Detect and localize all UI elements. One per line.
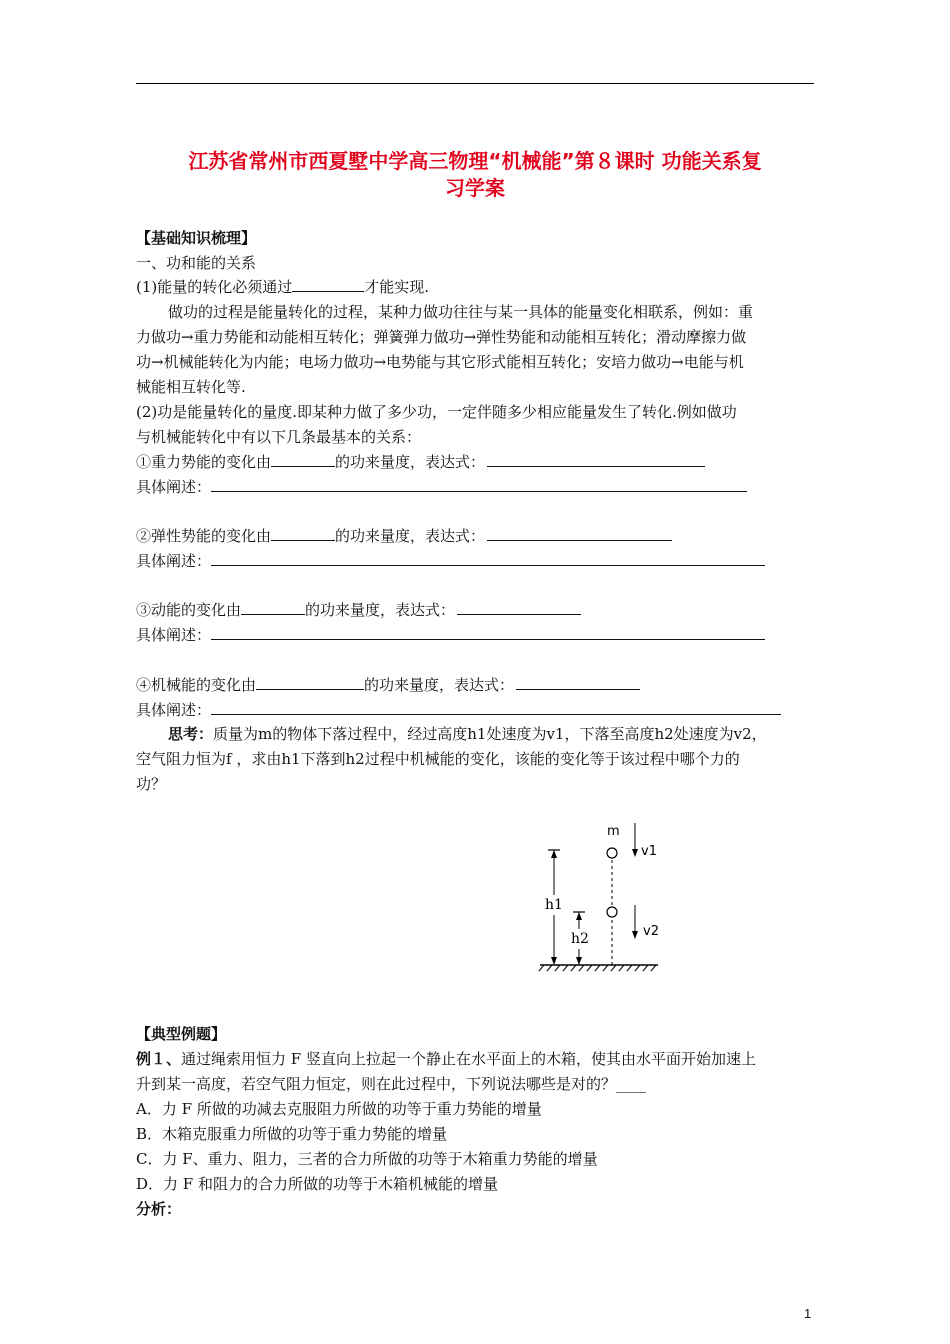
explain-4 <box>136 700 781 720</box>
mass-position-1 <box>607 848 617 858</box>
page-number: 1 <box>804 1306 812 1321</box>
section-heading-basics: 【基础知识梳理】 <box>136 229 257 247</box>
analysis-label: 分析： <box>136 1200 182 1218</box>
example-label: 例１、 <box>136 1050 182 1068</box>
header-rule <box>136 83 814 84</box>
item1-text-b: 的功来量度，表达式： <box>335 453 486 471</box>
paragraph-1 <box>136 277 429 297</box>
item-3 <box>136 600 581 620</box>
mass-label: m <box>607 824 620 839</box>
think-text-1: 质量为m的物体下落过程中，经过高度h1处速度为v1，下落至高度h2处速度为v2， <box>213 725 767 743</box>
doc-title-line1: 江苏省常州市西夏墅中学高三物理“机械能”第８课时 功能关系复 <box>188 149 762 173</box>
mass-position-2 <box>607 907 617 917</box>
think-line2: 空气阻力恒为f ，求由h1下落到h2过程中机械能的变化，该能的变化等于该过程中哪个力的 <box>136 750 740 768</box>
fill-blank[interactable] <box>211 625 765 640</box>
fill-blank[interactable] <box>241 600 305 615</box>
paragraph-3-line2: 与机械能转化中有以下几条最基本的关系： <box>136 428 422 446</box>
fill-blank[interactable] <box>292 277 364 292</box>
think-line3: 功？ <box>136 775 167 793</box>
item4-text-b: 的功来量度，表达式： <box>364 676 515 694</box>
item4-text-a: ④机械能的变化由 <box>136 676 257 694</box>
v1-label: v1 <box>641 844 657 859</box>
item-4 <box>136 675 640 695</box>
explain-label: 具体阐述： <box>136 701 212 719</box>
paragraph-2-line3: 功→机械能转化为内能；电场力做功→电势能与其它形式能相互转化；安培力做功→电能与机 <box>136 353 744 371</box>
example-1-line1 <box>136 1049 756 1069</box>
fill-blank[interactable] <box>457 600 581 615</box>
explain-label: 具体阐述： <box>136 478 212 496</box>
falling-mass-diagram <box>530 815 665 975</box>
doc-title-line2: 习学案 <box>445 176 505 200</box>
fill-blank[interactable] <box>271 452 335 467</box>
fill-blank[interactable] <box>211 551 765 566</box>
section-heading-examples: 【典型例题】 <box>136 1025 227 1043</box>
paragraph-2-line4: 械能相互转化等. <box>136 378 246 396</box>
option-a: A．力 F 所做的功减去克服阻力所做的功等于重力势能的增量 <box>136 1100 542 1118</box>
p1-text-a: (1)能量的转化必须通过 <box>136 278 293 296</box>
item2-text-a: ②弹性势能的变化由 <box>136 527 272 545</box>
item1-text-a: ①重力势能的变化由 <box>136 453 272 471</box>
explain-2 <box>136 551 765 571</box>
option-c: C．力 F、重力、阻力，三者的合力所做的功等于木箱重力势能的增量 <box>136 1150 598 1168</box>
explain-label: 具体阐述： <box>136 552 212 570</box>
item3-text-b: 的功来量度，表达式： <box>305 601 456 619</box>
h1-label: h1 <box>545 897 563 913</box>
fill-blank[interactable] <box>487 452 705 467</box>
explain-label: 具体阐述： <box>136 626 212 644</box>
fill-blank[interactable] <box>256 675 364 690</box>
example-text-1: 通过绳索用恒力 F 竖直向上拉起一个静止在水平面上的木箱，使其由水平面开始加速上 <box>181 1050 756 1068</box>
fill-blank[interactable] <box>211 477 747 492</box>
option-d: D．力 F 和阻力的合力所做的功等于木箱机械能的增量 <box>136 1175 498 1193</box>
example-1-line2: 升到某一高度，若空气阻力恒定，则在此过程中，下列说法哪些是对的？____ <box>136 1075 647 1093</box>
item-2 <box>136 526 672 546</box>
explain-1 <box>136 477 747 497</box>
fill-blank[interactable] <box>487 526 672 541</box>
explain-3 <box>136 625 765 645</box>
paragraph-2-line2: 力做功→重力势能和动能相互转化；弹簧弹力做功→弹性势能和动能相互转化；滑动摩擦力做 <box>136 328 747 346</box>
fill-blank[interactable] <box>271 526 335 541</box>
subheading-work-energy: 一、功和能的关系 <box>136 254 257 272</box>
p1-text-b: 才能实现. <box>364 278 430 296</box>
item-1 <box>136 452 705 472</box>
h2-label: h2 <box>571 931 589 947</box>
v2-label: v2 <box>643 924 659 939</box>
fill-blank[interactable] <box>516 675 640 690</box>
paragraph-2-line1: 做功的过程是能量转化的过程，某种力做功往往与某一具体的能量变化相联系，例如：重 <box>168 303 754 321</box>
item3-text-a: ③动能的变化由 <box>136 601 242 619</box>
think-label: 思考： <box>168 725 214 743</box>
item2-text-b: 的功来量度，表达式： <box>335 527 486 545</box>
option-b: B．木箱克服重力所做的功等于重力势能的增量 <box>136 1125 448 1143</box>
think-line1 <box>136 724 767 744</box>
paragraph-3-line1: (2)功是能量转化的量度.即某种力做了多少功，一定伴随多少相应能量发生了转化.例如做功 <box>136 403 737 421</box>
fill-blank[interactable] <box>211 700 781 715</box>
